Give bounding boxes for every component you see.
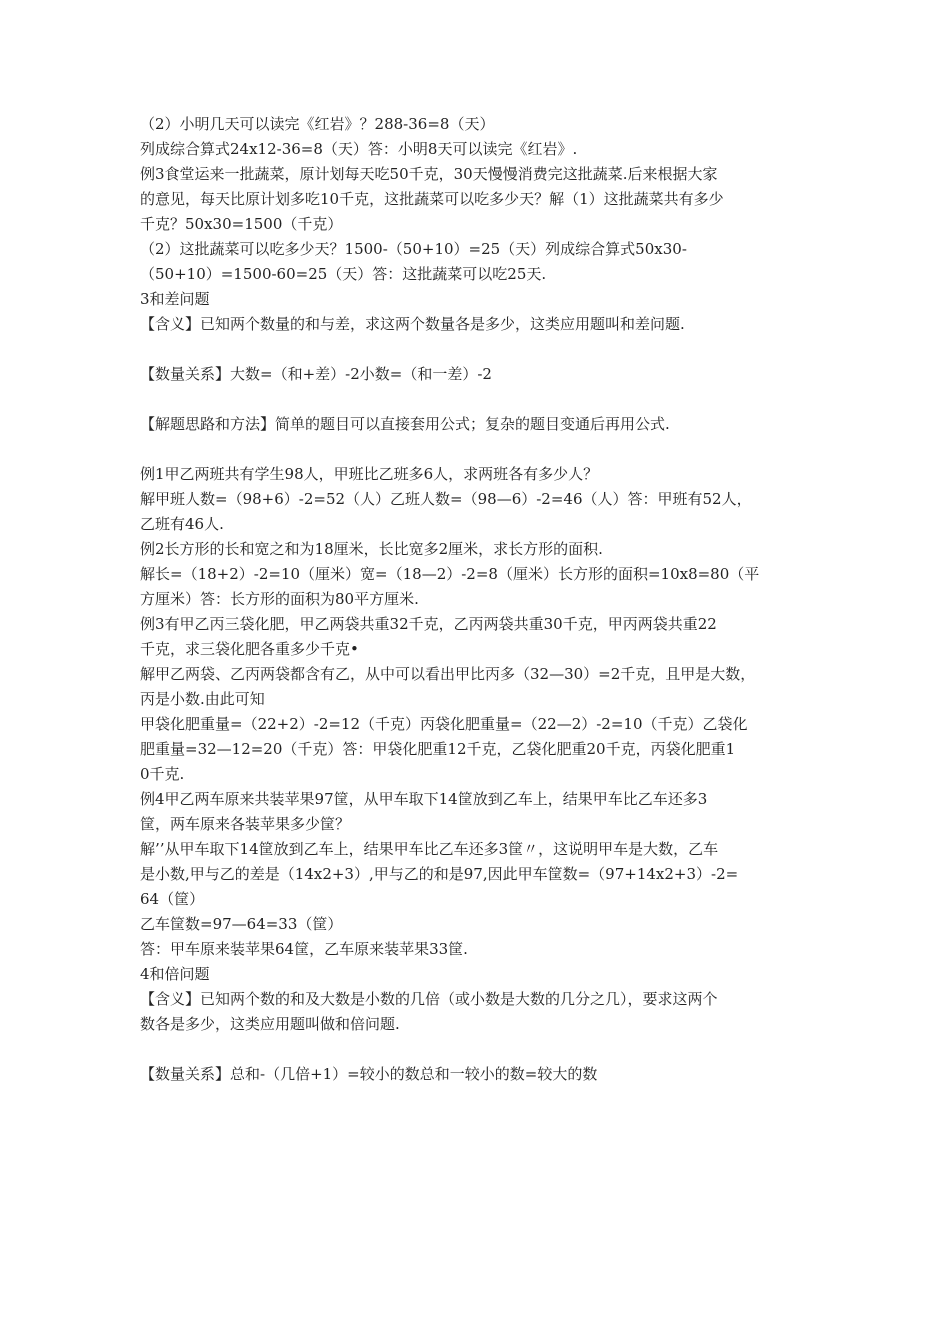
text-line: 例1甲乙两班共有学生98人，甲班比乙班多6人，求两班各有多少人？ [140,465,599,483]
text-line: 【数量关系】大数=（和+差）-2小数=（和一差）-2 [140,365,492,383]
text-line: 甲袋化肥重量=（22+2）-2=12（千克）丙袋化肥重量=（22—2）-2=10（千克）乙袋化 [140,715,748,733]
spacer [140,437,830,462]
text-line: 千克，求三袋化肥各重多少千克• [140,640,359,658]
document-page [140,112,830,1087]
text-line: 解甲乙两袋、乙丙两袋都含有乙，从中可以看出甲比丙多（32—30）=2千克，且甲是大数， [140,665,756,683]
text-line: 列成综合算式24x12-36=8（天）答：小明8天可以读完《红岩》. [140,140,578,158]
text-line: 解甲班人数=（98+6）-2=52（人）乙班人数=（98—6）-2=46（人）答：甲班有52人， [140,490,752,508]
text-line: 例2长方形的长和宽之和为18厘米，长比宽多2厘米，求长方形的面积. [140,540,603,558]
text-line: 千克？50x30=1500（千克） [140,215,343,233]
text-line: （2）这批蔬菜可以吃多少天？1500-（50+10）=25（天）列成综合算式50x30- [140,240,687,258]
text-line: 丙是小数.由此可知 [140,690,265,708]
text-line: 0千克. [140,765,185,783]
spacer [140,1037,830,1062]
text-line: 解’’从甲车取下14筐放到乙车上，结果甲车比乙车还多3筐〃，这说明甲车是大数，乙车 [140,840,719,858]
text-line: 【含义】已知两个数的和及大数是小数的几倍（或小数是大数的几分之几），要求这两个 [140,990,718,1008]
text-line: 数各是多少，这类应用题叫做和倍问题. [140,1015,400,1033]
text-line: （2）小明几天可以读完《红岩》？288-36=8（天） [140,115,495,133]
text-line: 【含义】已知两个数量的和与差，求这两个数量各是多少，这类应用题叫和差问题. [140,315,685,333]
text-line: 肥重量=32—12=20（千克）答：甲袋化肥重12千克，乙袋化肥重20千克，丙袋化肥重1 [140,740,736,758]
text-line: 是小数,甲与乙的差是（14x2+3）,甲与乙的和是97,因此甲车筐数=（97+14x2+3）-2= [140,865,739,883]
text-line: 例3食堂运来一批蔬菜，原计划每天吃50千克，30天慢慢消费完这批蔬菜.后来根据大家 [140,165,718,183]
text-line: 乙车筐数=97—64=33（筐） [140,915,343,933]
text-line: 方厘米）答：长方形的面积为80平方厘米. [140,590,419,608]
text-line: （50+10）=1500-60=25（天）答：这批蔬菜可以吃25天. [140,265,547,283]
spacer [140,337,830,362]
text-line: 答：甲车原来装苹果64筐，乙车原来装苹果33筐. [140,940,468,958]
text-line: 乙班有46人. [140,515,224,533]
text-line: 【数量关系】总和-（几倍+1）=较小的数总和一较小的数=较大的数 [140,1065,598,1083]
section-heading: 4和倍问题 [140,965,210,983]
text-line: 的意见，每天比原计划多吃10千克，这批蔬菜可以吃多少天？解（1）这批蔬菜共有多少 [140,190,724,208]
spacer [140,387,830,412]
text-line: 例3有甲乙丙三袋化肥，甲乙两袋共重32千克，乙丙两袋共重30千克，甲丙两袋共重22 [140,615,717,633]
section-heading: 3和差问题 [140,290,210,308]
text-line: 【解题思路和方法】简单的题目可以直接套用公式；复杂的题目变通后再用公式. [140,415,670,433]
text-line: 64（筐） [140,890,205,908]
text-line: 解长=（18+2）-2=10（厘米）宽=（18—2）-2=8（厘米）长方形的面积=10x8=80（平 [140,565,760,583]
text-line: 例4甲乙两车原来共装苹果97筐，从甲车取下14筐放到乙车上，结果甲车比乙车还多3 [140,790,708,808]
text-line: 筐，两车原来各装苹果多少筐？ [140,815,351,833]
